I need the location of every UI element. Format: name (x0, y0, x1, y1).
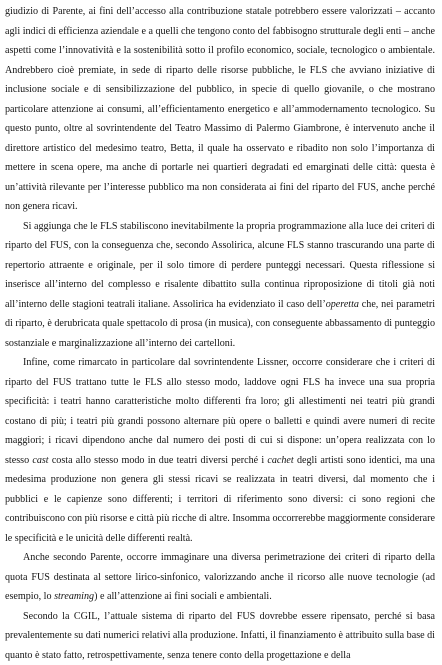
paragraph-1 (5, 2, 435, 217)
italic-term: streaming (54, 591, 94, 602)
paragraph-2 (5, 217, 435, 354)
paragraph-text: costa allo stesso modo in due teatri diversi perché i (49, 455, 268, 466)
italic-term: operetta (326, 299, 359, 310)
paragraph-5 (5, 607, 435, 665)
italic-term: cachet (267, 455, 293, 466)
paragraph-text: Secondo la CGIL, l’attuale sistema di riparto del FUS dovrebbe essere ripensato, perché si basa prevalentemente su dati numerici relativi alla produzione. Infatti, il finanziamento è attribuito sulla base di quanto è stato fatto, retrospettivamente, senza tenere conto della progettazione e della (5, 611, 435, 661)
paragraph-text: ) e all’attenzione ai fini sociali e ambientali. (94, 591, 272, 602)
paragraph-text: giudizio di Parente, ai fini dell’accesso alla contribuzione statale potrebbero essere valorizzati – accanto agli indici di efficienza aziendale e a quelli che tengono conto del fabbisogno strutturale degli enti – anche aspetti come l’innovatività e la sostenibilità sotto il profilo economico, sociale, tecnologico o ambientale. Andrebbero cioè premiate, in sede di riparto delle risorse pubbliche, le FLS che avviano iniziative di inclusione sociale e di sensibilizzazione del pubblico, in specie di quello giovanile, o che mostrano particolare attenzione ai consumi, all’efficientamento energetico e all’ammodernamento tecnologico. Su questo punto, oltre al sovrintendente del Teatro Massimo di Palermo Giambrone, è intervenuto anche il direttore artistico del medesimo teatro, Betta, il quale ha osservato e ribadito non solo l’importanza di mettere in scena opere, ma anche di portarle nei quartieri degradati ed emarginati delle città: questa è un’attività rilevante per l’interesse pubblico ma non considerata ai fini del riparto del FUS, anche perché non genera ricavi. (5, 6, 435, 212)
paragraph-text: Anche secondo Parente, occorre immaginare una diversa perimetrazione dei criteri di riparto della quota FUS destinata al settore lirico-sinfonico, valorizzando anche il ricorso alle nuove tecnologie (ad esempio, lo (5, 552, 435, 602)
paragraph-text: Si aggiunga che le FLS stabiliscono inevitabilmente la propria programmazione alla luce dei criteri di riparto del FUS, con la conseguenza che, secondo Assolirica, alcune FLS stanno trascurando una parte di repertorio attraente e originale, per il solo timore di perdere punteggi necessari. Questa riflessione si inserisce all’interno del complesso e risalente dibattito sulla continua riproposizione di titoli già noti all’interno delle stagioni teatrali italiane. Assolirica ha evidenziato il caso dell’ (5, 221, 435, 310)
paragraph-text: degli artisti sono identici, ma una medesima produzione non genera gli stessi ricavi se realizzata in teatri diversi, dal momento che i pubblici e le capienze sono differenti; i territori di riferimento sono diversi: ci sono regioni che contribuiscono con più risorse e città più ricche di altre. Insomma occorrerebbe maggiormente considerare le specificità e le unicità delle differenti realtà. (5, 455, 435, 544)
paragraph-3 (5, 353, 435, 548)
italic-term: cast (32, 455, 48, 466)
paragraph-text: che, nei parametri di riparto, è derubricata quale spettacolo di prosa (in musica), con conseguente abbassamento di punteggio sostanziale e marginalizzazione all’interno dei cartelloni. (5, 299, 435, 349)
paragraph-text: Infine, come rimarcato in particolare dal sovrintendente Lissner, occorre considerare che i criteri di riparto del FUS trattano tutte le FLS allo stesso modo, laddove ogni FLS ha invece una sua propria specificità: i teatri hanno caratteristiche molto differenti fra loro; gli allestimenti nei teatri più grandi costano di più; i teatri più grandi possono alternare più opere o balletti e quindi avere numeri di recite maggiori; i ricavi dipendono anche dal numero dei posti di cui si dispone: un’opera realizzata con lo stesso (5, 357, 435, 466)
paragraph-4 (5, 548, 435, 607)
